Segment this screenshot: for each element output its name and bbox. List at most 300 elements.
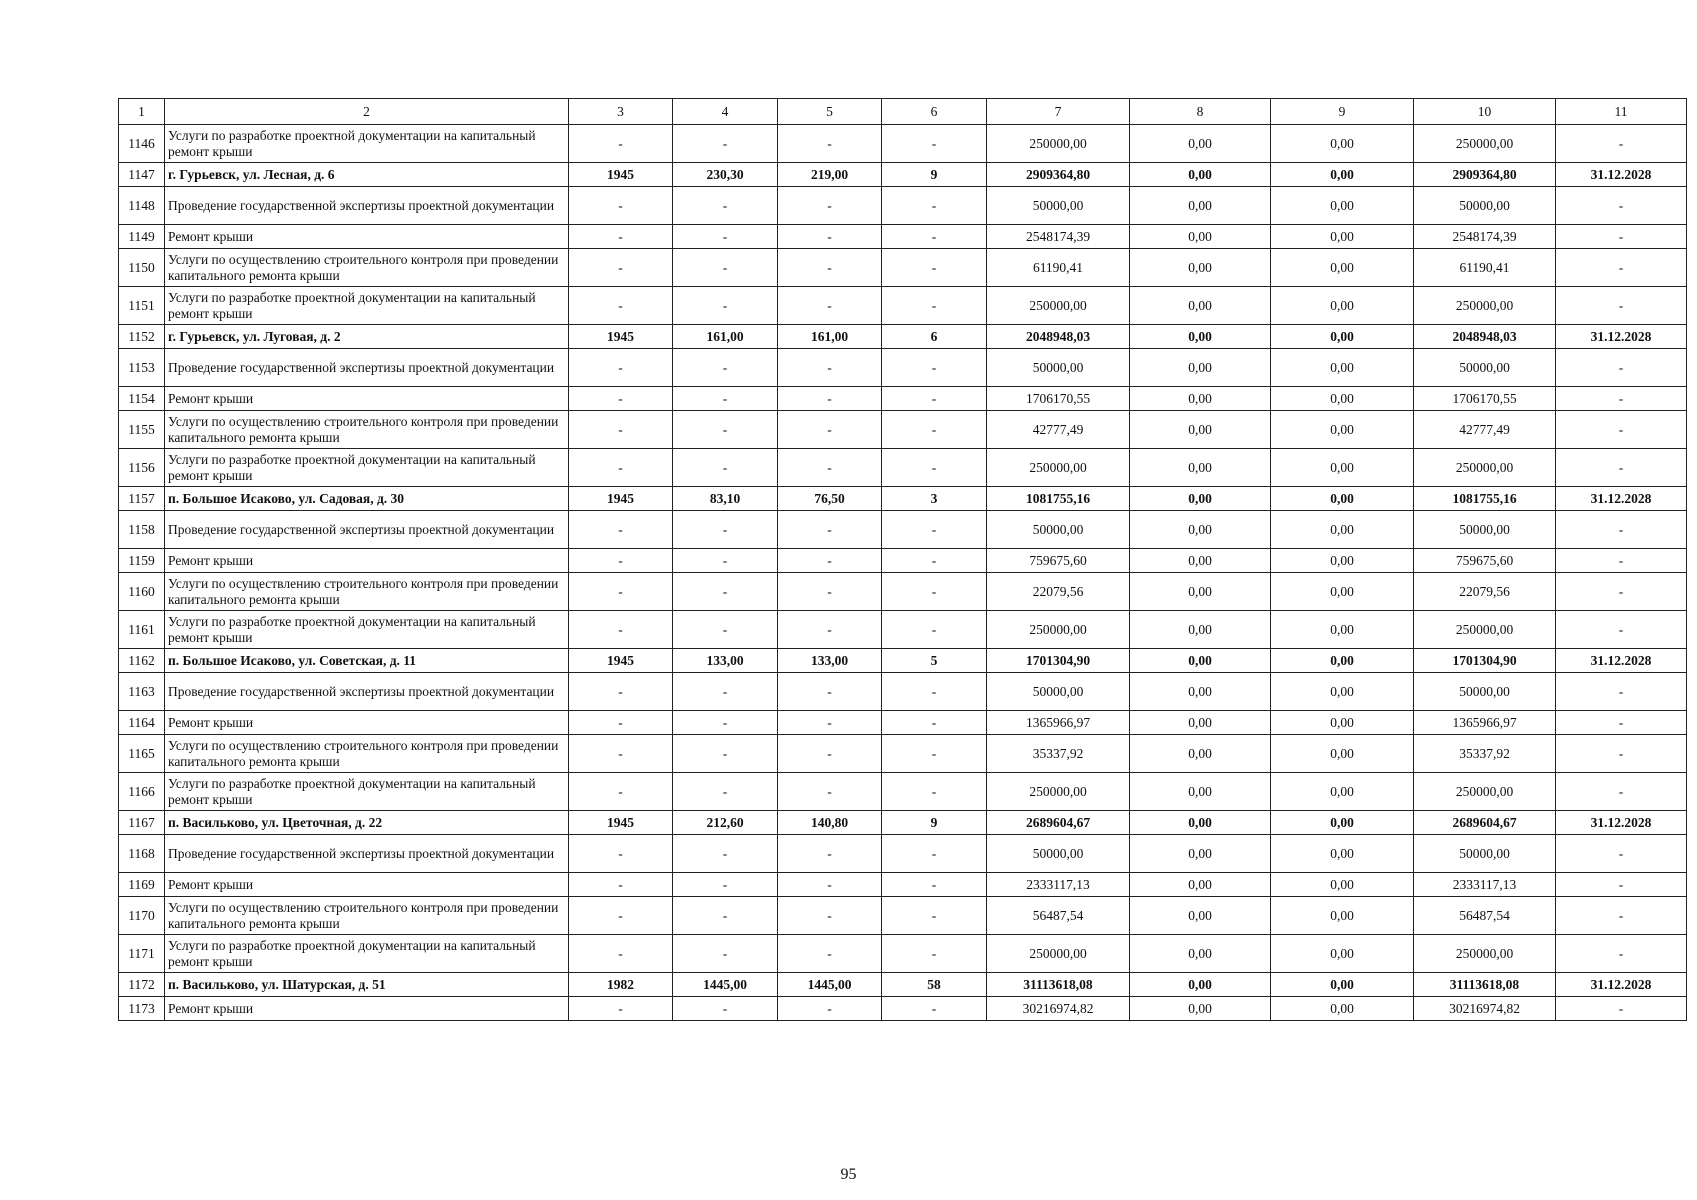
cell-col5: - [778, 349, 882, 387]
cell-col8: 0,00 [1130, 325, 1271, 349]
cell-col9: 0,00 [1271, 973, 1414, 997]
cell-col5: 133,00 [778, 649, 882, 673]
cell-col9: 0,00 [1271, 735, 1414, 773]
cell-col6: - [882, 611, 987, 649]
cell-col9: 0,00 [1271, 411, 1414, 449]
cell-col6: 3 [882, 487, 987, 511]
cell-col4: - [673, 225, 778, 249]
cell-col4: - [673, 549, 778, 573]
col-header-11: 11 [1556, 99, 1687, 125]
cell-col8: 0,00 [1130, 573, 1271, 611]
cell-col3: - [569, 511, 673, 549]
cell-col7: 50000,00 [987, 835, 1130, 873]
cell-col5: - [778, 873, 882, 897]
cell-col6: - [882, 935, 987, 973]
table-row [119, 225, 1687, 249]
cell-col10: 2333117,13 [1414, 873, 1556, 897]
cell-col3: 1945 [569, 487, 673, 511]
row-number: 1154 [119, 387, 165, 411]
cell-col8: 0,00 [1130, 449, 1271, 487]
row-number: 1153 [119, 349, 165, 387]
address-row [119, 325, 1687, 349]
cell-col7: 250000,00 [987, 935, 1130, 973]
cell-col4: - [673, 611, 778, 649]
cell-col3: - [569, 449, 673, 487]
cell-col8: 0,00 [1130, 511, 1271, 549]
cell-col9: 0,00 [1271, 611, 1414, 649]
cell-col3: - [569, 287, 673, 325]
cell-col5: - [778, 773, 882, 811]
cell-col5: 1445,00 [778, 973, 882, 997]
cell-col10: 250000,00 [1414, 449, 1556, 487]
row-name: г. Гурьевск, ул. Луговая, д. 2 [165, 325, 569, 349]
cell-col9: 0,00 [1271, 649, 1414, 673]
cell-col4: - [673, 573, 778, 611]
row-name: г. Гурьевск, ул. Лесная, д. 6 [165, 163, 569, 187]
cell-col6: - [882, 511, 987, 549]
row-number: 1150 [119, 249, 165, 287]
table-row [119, 897, 1687, 935]
cell-col11: 31.12.2028 [1556, 649, 1687, 673]
cell-col8: 0,00 [1130, 287, 1271, 325]
cell-col5: 219,00 [778, 163, 882, 187]
cell-col5: 161,00 [778, 325, 882, 349]
cell-col10: 250000,00 [1414, 773, 1556, 811]
row-name: Услуги по разработке проектной документации на капитальный ремонт крыши [165, 287, 569, 325]
column-number-row [119, 99, 1687, 125]
col-header-9: 9 [1271, 99, 1414, 125]
cell-col4: - [673, 411, 778, 449]
cell-col5: 140,80 [778, 811, 882, 835]
cell-col5: - [778, 573, 882, 611]
cell-col6: 58 [882, 973, 987, 997]
cell-col8: 0,00 [1130, 387, 1271, 411]
cell-col4: - [673, 711, 778, 735]
cell-col6: - [882, 349, 987, 387]
cell-col4: - [673, 249, 778, 287]
row-name: Ремонт крыши [165, 997, 569, 1021]
row-name: п. Большое Исаково, ул. Садовая, д. 30 [165, 487, 569, 511]
col-header-6: 6 [882, 99, 987, 125]
cell-col6: - [882, 387, 987, 411]
cell-col10: 1365966,97 [1414, 711, 1556, 735]
table-row [119, 549, 1687, 573]
row-number: 1155 [119, 411, 165, 449]
cell-col11: - [1556, 711, 1687, 735]
table-row [119, 873, 1687, 897]
cell-col8: 0,00 [1130, 873, 1271, 897]
row-name: Услуги по разработке проектной документации на капитальный ремонт крыши [165, 125, 569, 163]
col-header-5: 5 [778, 99, 882, 125]
row-name: Услуги по осуществлению строительного контроля при проведении капитального ремонта крыши [165, 897, 569, 935]
cell-col7: 1081755,16 [987, 487, 1130, 511]
cell-col4: - [673, 187, 778, 225]
cell-col9: 0,00 [1271, 835, 1414, 873]
col-header-4: 4 [673, 99, 778, 125]
row-name: п. Большое Исаково, ул. Советская, д. 11 [165, 649, 569, 673]
cell-col8: 0,00 [1130, 611, 1271, 649]
row-number: 1173 [119, 997, 165, 1021]
table-row [119, 773, 1687, 811]
cell-col11: - [1556, 935, 1687, 973]
col-header-3: 3 [569, 99, 673, 125]
row-name: Услуги по осуществлению строительного контроля при проведении капитального ремонта крыши [165, 735, 569, 773]
table-row [119, 187, 1687, 225]
col-header-2: 2 [165, 99, 569, 125]
cell-col9: 0,00 [1271, 387, 1414, 411]
cell-col11: - [1556, 897, 1687, 935]
cell-col11: - [1556, 835, 1687, 873]
cell-col3: - [569, 835, 673, 873]
cell-col10: 50000,00 [1414, 349, 1556, 387]
cell-col8: 0,00 [1130, 897, 1271, 935]
cell-col4: 230,30 [673, 163, 778, 187]
row-number: 1171 [119, 935, 165, 973]
cell-col6: - [882, 549, 987, 573]
cell-col10: 2909364,80 [1414, 163, 1556, 187]
row-number: 1147 [119, 163, 165, 187]
cell-col6: - [882, 449, 987, 487]
cell-col5: - [778, 997, 882, 1021]
cell-col6: - [882, 411, 987, 449]
cell-col3: - [569, 935, 673, 973]
cell-col7: 250000,00 [987, 611, 1130, 649]
cell-col9: 0,00 [1271, 997, 1414, 1021]
col-header-1: 1 [119, 99, 165, 125]
cell-col7: 56487,54 [987, 897, 1130, 935]
cell-col6: - [882, 673, 987, 711]
row-name: Услуги по разработке проектной документации на капитальный ремонт крыши [165, 773, 569, 811]
cell-col9: 0,00 [1271, 349, 1414, 387]
cell-col4: - [673, 873, 778, 897]
cell-col10: 50000,00 [1414, 187, 1556, 225]
row-name: Ремонт крыши [165, 225, 569, 249]
cell-col9: 0,00 [1271, 187, 1414, 225]
cell-col4: - [673, 935, 778, 973]
row-number: 1152 [119, 325, 165, 349]
cell-col11: - [1556, 773, 1687, 811]
cell-col11: - [1556, 411, 1687, 449]
cell-col7: 2689604,67 [987, 811, 1130, 835]
cell-col11: 31.12.2028 [1556, 325, 1687, 349]
cell-col10: 1706170,55 [1414, 387, 1556, 411]
row-number: 1151 [119, 287, 165, 325]
cell-col10: 2689604,67 [1414, 811, 1556, 835]
cell-col10: 759675,60 [1414, 549, 1556, 573]
cell-col6: - [882, 997, 987, 1021]
cell-col7: 50000,00 [987, 349, 1130, 387]
row-number: 1166 [119, 773, 165, 811]
cell-col8: 0,00 [1130, 187, 1271, 225]
works-table [118, 98, 1687, 1021]
cell-col8: 0,00 [1130, 735, 1271, 773]
cell-col8: 0,00 [1130, 487, 1271, 511]
cell-col3: - [569, 125, 673, 163]
cell-col4: 133,00 [673, 649, 778, 673]
table-row [119, 611, 1687, 649]
cell-col7: 31113618,08 [987, 973, 1130, 997]
cell-col7: 250000,00 [987, 449, 1130, 487]
cell-col6: - [882, 225, 987, 249]
row-name: Услуги по разработке проектной документации на капитальный ремонт крыши [165, 611, 569, 649]
cell-col7: 50000,00 [987, 511, 1130, 549]
cell-col3: - [569, 673, 673, 711]
cell-col7: 250000,00 [987, 125, 1130, 163]
row-name: Услуги по осуществлению строительного контроля при проведении капитального ремонта крыши [165, 249, 569, 287]
cell-col7: 1706170,55 [987, 387, 1130, 411]
cell-col7: 2048948,03 [987, 325, 1130, 349]
cell-col8: 0,00 [1130, 249, 1271, 287]
cell-col4: - [673, 673, 778, 711]
cell-col9: 0,00 [1271, 325, 1414, 349]
cell-col6: - [882, 125, 987, 163]
cell-col4: 1445,00 [673, 973, 778, 997]
row-number: 1160 [119, 573, 165, 611]
cell-col4: - [673, 773, 778, 811]
cell-col4: 161,00 [673, 325, 778, 349]
row-number: 1169 [119, 873, 165, 897]
cell-col9: 0,00 [1271, 249, 1414, 287]
cell-col8: 0,00 [1130, 673, 1271, 711]
row-number: 1168 [119, 835, 165, 873]
row-number: 1158 [119, 511, 165, 549]
cell-col5: - [778, 735, 882, 773]
cell-col6: - [882, 873, 987, 897]
row-name: Проведение государственной экспертизы проектной документации [165, 349, 569, 387]
row-name: Ремонт крыши [165, 549, 569, 573]
table-row [119, 673, 1687, 711]
cell-col5: - [778, 449, 882, 487]
cell-col9: 0,00 [1271, 225, 1414, 249]
cell-col11: - [1556, 287, 1687, 325]
cell-col5: - [778, 387, 882, 411]
cell-col9: 0,00 [1271, 573, 1414, 611]
cell-col11: - [1556, 997, 1687, 1021]
cell-col3: - [569, 997, 673, 1021]
cell-col8: 0,00 [1130, 811, 1271, 835]
cell-col11: - [1556, 611, 1687, 649]
row-name: Проведение государственной экспертизы проектной документации [165, 187, 569, 225]
row-number: 1157 [119, 487, 165, 511]
table-row [119, 573, 1687, 611]
cell-col11: - [1556, 187, 1687, 225]
cell-col10: 61190,41 [1414, 249, 1556, 287]
row-number: 1170 [119, 897, 165, 935]
address-row [119, 163, 1687, 187]
cell-col5: - [778, 897, 882, 935]
cell-col6: 5 [882, 649, 987, 673]
row-name: Услуги по осуществлению строительного контроля при проведении капитального ремонта крыши [165, 573, 569, 611]
cell-col8: 0,00 [1130, 649, 1271, 673]
cell-col7: 2548174,39 [987, 225, 1130, 249]
cell-col6: - [882, 287, 987, 325]
row-name: Проведение государственной экспертизы проектной документации [165, 835, 569, 873]
cell-col10: 22079,56 [1414, 573, 1556, 611]
cell-col10: 250000,00 [1414, 611, 1556, 649]
cell-col3: - [569, 611, 673, 649]
cell-col9: 0,00 [1271, 449, 1414, 487]
row-name: Ремонт крыши [165, 873, 569, 897]
cell-col3: - [569, 387, 673, 411]
cell-col5: - [778, 511, 882, 549]
address-row [119, 973, 1687, 997]
row-number: 1164 [119, 711, 165, 735]
row-number: 1162 [119, 649, 165, 673]
cell-col7: 1701304,90 [987, 649, 1130, 673]
row-name: Услуги по разработке проектной документации на капитальный ремонт крыши [165, 449, 569, 487]
cell-col9: 0,00 [1271, 811, 1414, 835]
cell-col3: - [569, 249, 673, 287]
cell-col8: 0,00 [1130, 997, 1271, 1021]
cell-col8: 0,00 [1130, 835, 1271, 873]
cell-col7: 35337,92 [987, 735, 1130, 773]
row-name: п. Васильково, ул. Шатурская, д. 51 [165, 973, 569, 997]
cell-col7: 2909364,80 [987, 163, 1130, 187]
cell-col4: - [673, 735, 778, 773]
cell-col9: 0,00 [1271, 163, 1414, 187]
cell-col7: 1365966,97 [987, 711, 1130, 735]
cell-col8: 0,00 [1130, 411, 1271, 449]
cell-col10: 42777,49 [1414, 411, 1556, 449]
address-row [119, 487, 1687, 511]
cell-col5: - [778, 935, 882, 973]
address-row [119, 649, 1687, 673]
row-number: 1165 [119, 735, 165, 773]
cell-col6: 9 [882, 163, 987, 187]
cell-col3: - [569, 411, 673, 449]
cell-col10: 30216974,82 [1414, 997, 1556, 1021]
cell-col5: - [778, 673, 882, 711]
cell-col5: - [778, 835, 882, 873]
cell-col4: - [673, 897, 778, 935]
cell-col6: - [882, 773, 987, 811]
cell-col4: 212,60 [673, 811, 778, 835]
cell-col5: - [778, 249, 882, 287]
cell-col5: - [778, 287, 882, 325]
cell-col4: - [673, 511, 778, 549]
table-row [119, 997, 1687, 1021]
row-number: 1163 [119, 673, 165, 711]
col-header-7: 7 [987, 99, 1130, 125]
cell-col4: - [673, 387, 778, 411]
cell-col3: - [569, 773, 673, 811]
cell-col3: - [569, 735, 673, 773]
cell-col9: 0,00 [1271, 711, 1414, 735]
cell-col11: - [1556, 873, 1687, 897]
cell-col9: 0,00 [1271, 549, 1414, 573]
cell-col3: 1945 [569, 811, 673, 835]
cell-col8: 0,00 [1130, 773, 1271, 811]
cell-col8: 0,00 [1130, 349, 1271, 387]
cell-col9: 0,00 [1271, 873, 1414, 897]
cell-col10: 250000,00 [1414, 125, 1556, 163]
cell-col6: 9 [882, 811, 987, 835]
cell-col3: - [569, 573, 673, 611]
cell-col9: 0,00 [1271, 125, 1414, 163]
table-body [119, 99, 1687, 1021]
cell-col5: 76,50 [778, 487, 882, 511]
cell-col11: - [1556, 349, 1687, 387]
cell-col4: - [673, 287, 778, 325]
cell-col7: 2333117,13 [987, 873, 1130, 897]
table-row [119, 935, 1687, 973]
cell-col8: 0,00 [1130, 549, 1271, 573]
cell-col10: 35337,92 [1414, 735, 1556, 773]
row-number: 1167 [119, 811, 165, 835]
cell-col4: - [673, 835, 778, 873]
cell-col3: - [569, 187, 673, 225]
cell-col4: - [673, 349, 778, 387]
address-row [119, 811, 1687, 835]
cell-col6: - [882, 835, 987, 873]
cell-col7: 61190,41 [987, 249, 1130, 287]
cell-col9: 0,00 [1271, 773, 1414, 811]
row-name: п. Васильково, ул. Цветочная, д. 22 [165, 811, 569, 835]
cell-col7: 22079,56 [987, 573, 1130, 611]
cell-col9: 0,00 [1271, 287, 1414, 325]
cell-col11: - [1556, 225, 1687, 249]
table-row [119, 711, 1687, 735]
cell-col5: - [778, 187, 882, 225]
cell-col9: 0,00 [1271, 487, 1414, 511]
page-number: 95 [840, 1166, 857, 1183]
cell-col3: - [569, 711, 673, 735]
row-number: 1172 [119, 973, 165, 997]
cell-col3: 1945 [569, 163, 673, 187]
cell-col10: 2048948,03 [1414, 325, 1556, 349]
cell-col7: 30216974,82 [987, 997, 1130, 1021]
cell-col5: - [778, 549, 882, 573]
row-number: 1159 [119, 549, 165, 573]
cell-col3: - [569, 225, 673, 249]
cell-col10: 250000,00 [1414, 287, 1556, 325]
cell-col8: 0,00 [1130, 225, 1271, 249]
table-row [119, 287, 1687, 325]
cell-col6: - [882, 573, 987, 611]
cell-col11: 31.12.2028 [1556, 811, 1687, 835]
cell-col3: - [569, 549, 673, 573]
row-name: Проведение государственной экспертизы проектной документации [165, 511, 569, 549]
cell-col11: 31.12.2028 [1556, 487, 1687, 511]
cell-col6: - [882, 187, 987, 225]
cell-col4: - [673, 997, 778, 1021]
cell-col10: 2548174,39 [1414, 225, 1556, 249]
cell-col6: - [882, 249, 987, 287]
row-number: 1146 [119, 125, 165, 163]
cell-col3: - [569, 873, 673, 897]
table-row [119, 511, 1687, 549]
cell-col9: 0,00 [1271, 935, 1414, 973]
row-number: 1161 [119, 611, 165, 649]
cell-col7: 42777,49 [987, 411, 1130, 449]
cell-col4: - [673, 125, 778, 163]
row-name: Проведение государственной экспертизы проектной документации [165, 673, 569, 711]
cell-col3: 1945 [569, 325, 673, 349]
table-row [119, 835, 1687, 873]
table-row [119, 125, 1687, 163]
cell-col6: - [882, 897, 987, 935]
cell-col11: - [1556, 549, 1687, 573]
cell-col6: - [882, 711, 987, 735]
cell-col8: 0,00 [1130, 711, 1271, 735]
cell-col10: 50000,00 [1414, 835, 1556, 873]
cell-col6: - [882, 735, 987, 773]
cell-col5: - [778, 711, 882, 735]
cell-col11: - [1556, 511, 1687, 549]
cell-col11: 31.12.2028 [1556, 163, 1687, 187]
row-number: 1156 [119, 449, 165, 487]
cell-col7: 759675,60 [987, 549, 1130, 573]
